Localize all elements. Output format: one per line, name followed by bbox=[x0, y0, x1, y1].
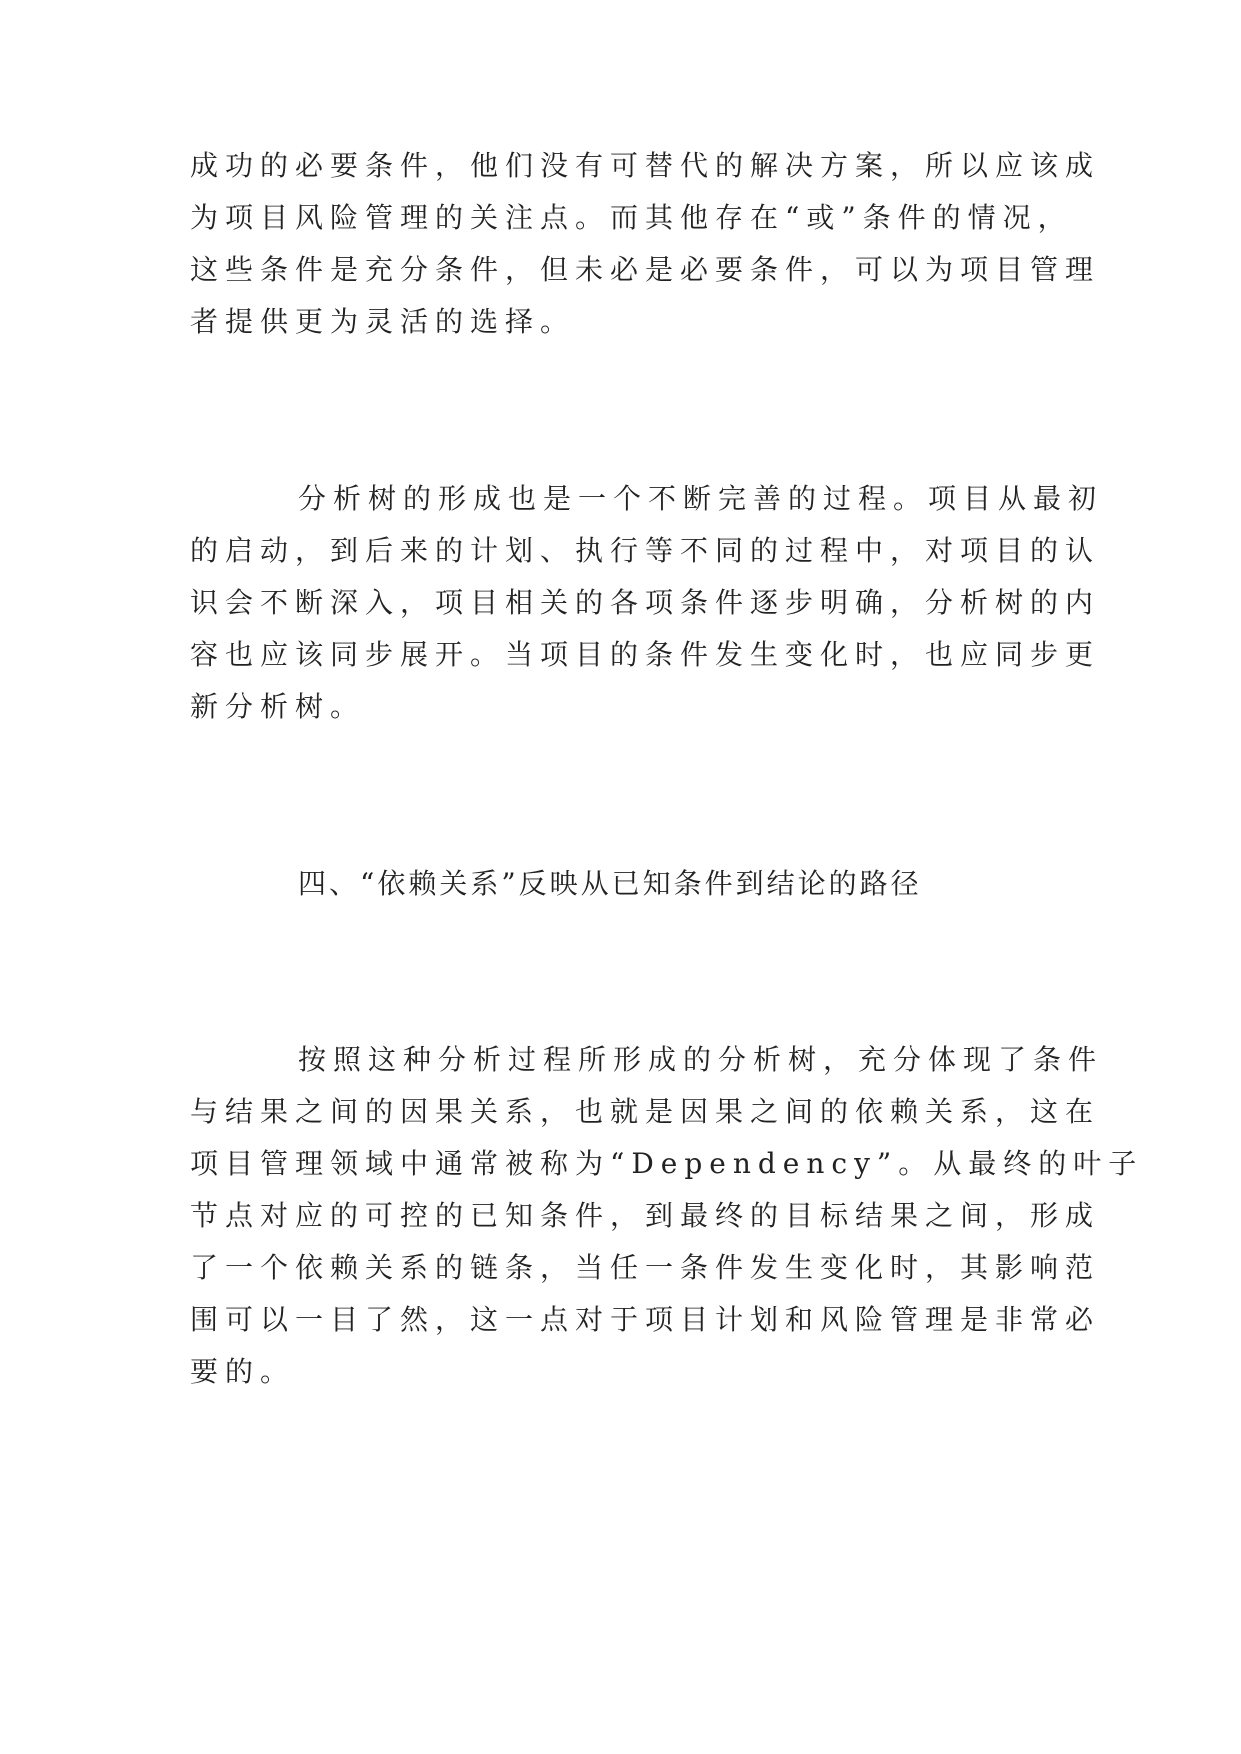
paragraph-2-line-5: 新分析树。 bbox=[190, 690, 366, 723]
paragraph-3-line-1: 按照这种分析过程所形成的分析树，充分体现了条件 bbox=[298, 1043, 1104, 1076]
paragraph-3-line-2: 与结果之间的因果关系，也就是因果之间的依赖关系，这在 bbox=[190, 1095, 1101, 1128]
paragraph-1-line-3: 这些条件是充分条件，但未必是必要条件，可以为项目管理 bbox=[190, 253, 1101, 286]
paragraph-1-line-1: 成功的必要条件，他们没有可替代的解决方案，所以应该成 bbox=[190, 149, 1101, 182]
paragraph-2-line-1: 分析树的形成也是一个不断完善的过程。项目从最初 bbox=[298, 482, 1104, 515]
paragraph-3-line-6: 围可以一目了然，这一点对于项目计划和风险管理是非常必 bbox=[190, 1303, 1101, 1336]
paragraph-3-line-5: 了一个依赖关系的链条，当任一条件发生变化时，其影响范 bbox=[190, 1251, 1101, 1284]
paragraph-1-line-2: 为项目风险管理的关注点。而其他存在“或”条件的情况， bbox=[190, 201, 1073, 234]
paragraph-3-line-7: 要的。 bbox=[190, 1355, 296, 1388]
paragraph-1-line-4: 者提供更为灵活的选择。 bbox=[190, 305, 576, 338]
section-heading: 四、“依赖关系”反映从已知条件到结论的路径 bbox=[298, 867, 922, 900]
paragraph-3-line-4: 节点对应的可控的已知条件，到最终的目标结果之间，形成 bbox=[190, 1199, 1101, 1232]
paragraph-2-line-2: 的启动，到后来的计划、执行等不同的过程中，对项目的认 bbox=[190, 534, 1101, 567]
paragraph-3-line-3: 项目管理领域中通常被称为“Dependency”。从最终的叶子 bbox=[190, 1147, 1144, 1180]
paragraph-2-line-4: 容也应该同步展开。当项目的条件发生变化时，也应同步更 bbox=[190, 638, 1101, 671]
paragraph-2-line-3: 识会不断深入，项目相关的各项条件逐步明确，分析树的内 bbox=[190, 586, 1101, 619]
